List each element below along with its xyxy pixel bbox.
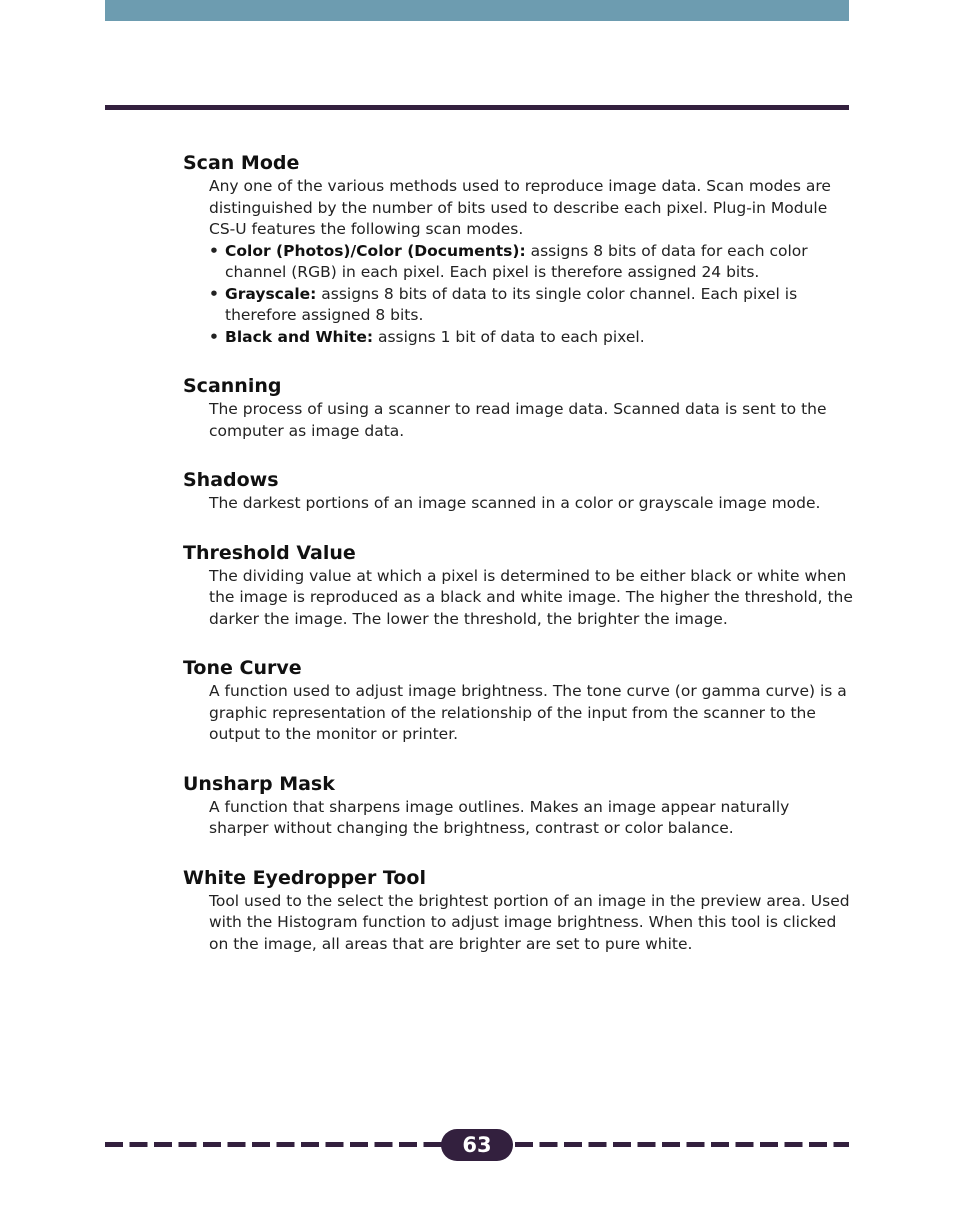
glossary-entry-white-eyedropper-tool <box>183 865 853 956</box>
term-definition: The darkest portions of an image scanned in a color or grayscale image mode. <box>209 494 821 512</box>
glossary-entry-unsharp-mask <box>183 771 853 840</box>
term-heading: White Eyedropper Tool <box>183 866 426 889</box>
term-heading: Shadows <box>183 469 279 491</box>
term-heading: Scanning <box>183 375 282 397</box>
glossary-entry-scanning <box>183 373 853 442</box>
glossary-entry-scan-mode <box>183 150 853 348</box>
term-heading: Threshold Value <box>183 541 356 564</box>
list-item: • Grayscale: assigns 8 bits of data to its single color channel. Each pixel is therefore assigned 8 bits. <box>209 284 798 324</box>
term-heading: Scan Mode <box>183 152 300 174</box>
bullet-label: Grayscale: <box>225 284 317 303</box>
list-item: • Color (Photos)/Color (Documents): assigns 8 bits of data for each color channel (RGB) in each pixel. Each pixel is therefore assigned 24 bits. <box>209 241 808 281</box>
term-definition: The dividing value at which a pixel is determined to be either black or white when the image is reproduced as a black and white image. The higher the threshold, the darker the image. The lower the threshold, the brighter the image. <box>209 566 853 628</box>
bullet-label: Color (Photos)/Color (Documents): <box>225 241 526 260</box>
footer-dashes-right <box>515 1142 849 1147</box>
header-rule <box>105 105 849 110</box>
term-definition: Any one of the various methods used to reproduce image data. Scan modes are distinguished by the number of bits used to describe each pixel. Plug-in Module CS-U features the following scan modes. <box>209 177 831 238</box>
glossary-entry-threshold-value <box>183 540 853 631</box>
glossary-entry-shadows <box>183 467 853 515</box>
term-definition: Tool used to the select the brightest portion of an image in the preview area. Used with the Histogram function to adjust image brightness. When this tool is clicked on the image, all areas that are brighter are set to pure white. <box>209 891 850 953</box>
bullet-text: assigns 1 bit of data to each pixel. <box>373 327 645 346</box>
bullet-label: Black and White: <box>225 327 374 346</box>
bullet-text: assigns 8 bits of data to its single color channel. Each pixel is therefore assigned 8 bits. <box>225 284 798 324</box>
scan-mode-list <box>209 241 853 349</box>
glossary-entry-tone-curve <box>183 655 853 746</box>
term-heading: Unsharp Mask <box>183 772 335 795</box>
footer-dashes-left <box>105 1142 443 1147</box>
page-number: 63 <box>441 1129 513 1161</box>
list-item: • Black and White: assigns 1 bit of data to each pixel. <box>209 327 645 346</box>
term-definition: A function used to adjust image brightness. The tone curve (or gamma curve) is a graphic representation of the relationship of the input from the scanner to the output to the monitor or printer. <box>209 682 847 743</box>
header-band <box>105 0 849 21</box>
term-definition: A function that sharpens image outlines. Makes an image appear naturally sharper without changing the brightness, contrast or color balance. <box>209 797 790 837</box>
glossary <box>183 150 853 980</box>
page-footer <box>105 1128 849 1162</box>
bullet-text: assigns 8 bits of data for each color channel (RGB) in each pixel. Each pixel is therefore assigned 24 bits. <box>225 241 808 281</box>
term-heading: Tone Curve <box>183 657 302 679</box>
term-definition: The process of using a scanner to read image data. Scanned data is sent to the computer as image data. <box>209 400 827 440</box>
